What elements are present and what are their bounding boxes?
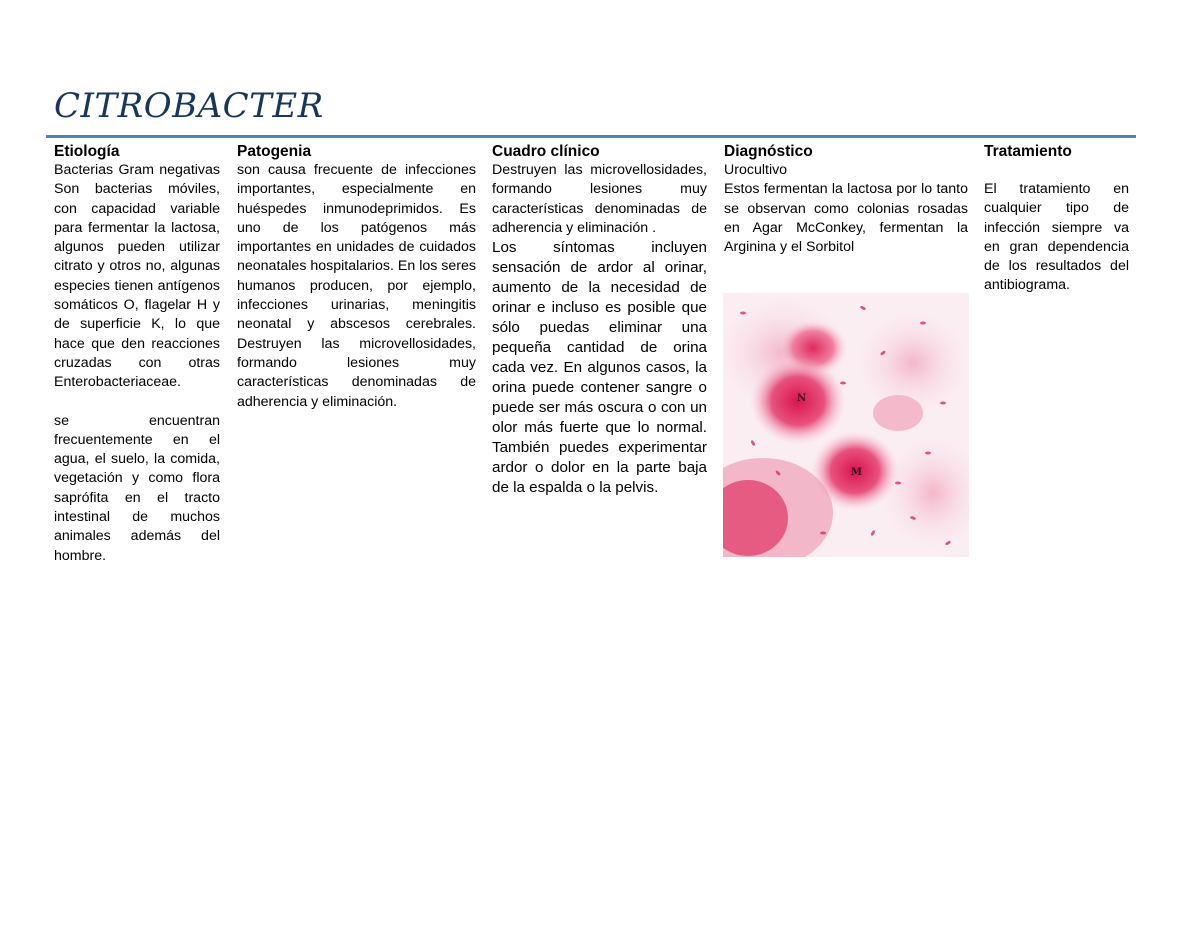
- diagnostico-heading: Diagnóstico: [724, 143, 813, 160]
- cuadro-text-2: Los síntomas incluyen sensación de ardor al orinar, aumento de la necesidad de orinar e incluso es posible que sólo puedas eliminar una pequeña cantidad de orina cada vez. En algunos casos, la orina puede contener sangre o puede ser más oscura o con un olor más fuerte que lo normal. También puedes experimentar ardor o dolor en la parte baja de la espalda o la pelvis.: [492, 239, 707, 497]
- column-tratamiento: [984, 142, 1129, 296]
- micrograph-label-n: N: [797, 393, 807, 404]
- column-etiologia: [54, 142, 220, 566]
- etiologia-heading: Etiología: [54, 143, 120, 160]
- micrograph-image: [723, 293, 969, 557]
- cuadro-text-1: Destruyen las microvellosidades, formando lesiones muy características denominadas de adherencia y eliminación .: [492, 162, 707, 236]
- etiologia-text-2: se encuentran frecuentemente en el agua, el suelo, la comida, vegetación y como flora saprófita en el tracto intestinal de muchos animales además del hombre.: [54, 412, 220, 564]
- column-diagnostico: [724, 142, 968, 257]
- tratamiento-heading: Tratamiento: [984, 143, 1072, 160]
- patogenia-text: son causa frecuente de infecciones importantes, especialmente en huéspedes inmunodeprimidos. Es uno de los patógenos más importantes en unidades de cuidados neonatales hospitalarios. En los seres humanos producen, por ejemplo, infecciones urinarias, meningitis neonatal y abscesos cerebrales. Destruyen las microvellosidades, formando lesiones muy características denominadas de adherencia y eliminación.: [237, 162, 476, 410]
- etiologia-text-1: Bacterias Gram negativas Son bacterias móviles, con capacidad variable para fermentar la lactosa, algunos pueden utilizar citrato y otros no, algunas especies tienen antígenos somáticos O, flagelar H y de superficie K, lo que hace que den reacciones cruzadas con otras Enterobacteriaceae.: [54, 162, 220, 391]
- micrograph-label-m: M: [851, 467, 863, 478]
- patogenia-heading: Patogenia: [237, 143, 312, 160]
- page-title: CITROBACTER: [54, 86, 324, 126]
- diagnostico-text-1: Urocultivo: [724, 162, 788, 178]
- diagnostico-text-2: Estos fermentan la lactosa por lo tanto se observan como colonias rosadas en Agar McConkey, fermentan la Arginina y el Sorbitol: [724, 181, 968, 256]
- title-divider: [46, 135, 1136, 138]
- tratamiento-text: El tratamiento en cualquier tipo de infección siempre va en gran dependencia de los resultados del antibiograma.: [984, 181, 1129, 294]
- cuadro-heading: Cuadro clínico: [492, 143, 600, 160]
- column-patogenia: [237, 142, 476, 412]
- column-cuadro-clinico: [492, 142, 707, 498]
